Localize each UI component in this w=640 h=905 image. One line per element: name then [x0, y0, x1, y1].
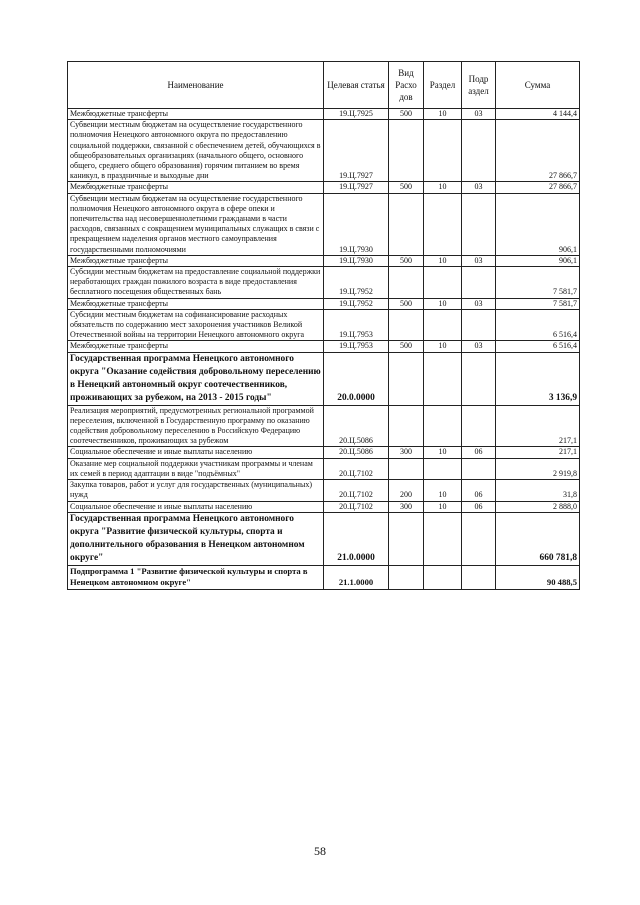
- table-row: [68, 565, 580, 589]
- cell-section: 10: [424, 109, 462, 120]
- cell-target-article: 20.Ц.5086: [324, 405, 389, 447]
- header-sum: Сумма: [496, 62, 580, 109]
- header-name: Наименование: [68, 62, 324, 109]
- budget-table: [67, 61, 580, 590]
- cell-target-article: 21.1.0000: [324, 565, 389, 589]
- cell-subsection: 03: [462, 182, 496, 193]
- cell-subsection: 06: [462, 480, 496, 501]
- cell-subsection: [462, 309, 496, 341]
- cell-target-article: 19.Ц.7952: [324, 298, 389, 309]
- cell-section: [424, 267, 462, 299]
- table-row: [68, 298, 580, 309]
- cell-name: Социальное обеспечение и иные выплаты населению: [68, 501, 324, 512]
- cell-subsection: 06: [462, 447, 496, 458]
- cell-expense-kind: 500: [389, 109, 424, 120]
- cell-section: [424, 309, 462, 341]
- table-row: [68, 182, 580, 193]
- cell-section: [424, 458, 462, 479]
- cell-name: Субсидии местным бюджетам на софинансирование расходных обязательств по содержанию мест захоронения участников Великой Отечественной войны на территории Ненецкого автономного округа: [68, 309, 324, 341]
- header-section: Раздел: [424, 62, 462, 109]
- cell-name: Закупка товаров, работ и услуг для государственных (муниципальных) нужд: [68, 480, 324, 501]
- cell-target-article: 19.Ц.7952: [324, 267, 389, 299]
- cell-expense-kind: [389, 565, 424, 589]
- header-subsection: Подр аздел: [462, 62, 496, 109]
- table-row: [68, 193, 580, 255]
- cell-name: Государственная программа Ненецкого автономного округа "Развитие физической культуры, спорта и дополнительного образования в Ненецком автономном округе": [68, 512, 324, 565]
- cell-sum: 2 888,0: [496, 501, 580, 512]
- cell-expense-kind: 500: [389, 341, 424, 352]
- cell-sum: 906,1: [496, 193, 580, 255]
- table-row: [68, 109, 580, 120]
- cell-expense-kind: 300: [389, 447, 424, 458]
- cell-target-article: 20.Ц.7102: [324, 458, 389, 479]
- cell-sum: 906,1: [496, 255, 580, 266]
- table-row: [68, 480, 580, 501]
- cell-name: Оказание мер социальной поддержки участникам программы и членам их семей в период адаптации в виде "подъёмных": [68, 458, 324, 479]
- cell-sum: 31,8: [496, 480, 580, 501]
- cell-sum: 4 144,4: [496, 109, 580, 120]
- table-row: [68, 447, 580, 458]
- cell-expense-kind: [389, 405, 424, 447]
- cell-expense-kind: 300: [389, 501, 424, 512]
- cell-subsection: 03: [462, 109, 496, 120]
- cell-target-article: 20.Ц.7102: [324, 480, 389, 501]
- cell-expense-kind: [389, 458, 424, 479]
- cell-target-article: 19.Ц.7953: [324, 309, 389, 341]
- cell-section: [424, 120, 462, 182]
- cell-section: 10: [424, 298, 462, 309]
- cell-subsection: [462, 120, 496, 182]
- cell-expense-kind: 500: [389, 182, 424, 193]
- cell-target-article: 21.0.0000: [324, 512, 389, 565]
- cell-sum: 27 866,7: [496, 182, 580, 193]
- table-row: [68, 458, 580, 479]
- cell-sum: 6 516,4: [496, 341, 580, 352]
- cell-name: Субсидии местным бюджетам на предоставление социальной поддержки неработающих граждан пожилого возраста в виде предоставления бесплатного посещения общественных бань: [68, 267, 324, 299]
- cell-section: 10: [424, 480, 462, 501]
- table-row: [68, 405, 580, 447]
- table-row: [68, 309, 580, 341]
- cell-name: Межбюджетные трансферты: [68, 182, 324, 193]
- cell-subsection: [462, 458, 496, 479]
- cell-name: Государственная программа Ненецкого автономного округа "Оказание содействия добровольному переселению в Ненецкий автономный округ соотечественников, проживающих за рубежом, на 2013 - 2015 годы": [68, 352, 324, 405]
- cell-expense-kind: [389, 193, 424, 255]
- cell-name: Межбюджетные трансферты: [68, 255, 324, 266]
- table-header-row: [68, 62, 580, 109]
- table-row: [68, 267, 580, 299]
- table-row: [68, 120, 580, 182]
- cell-expense-kind: [389, 120, 424, 182]
- cell-section: [424, 405, 462, 447]
- cell-subsection: [462, 352, 496, 405]
- cell-expense-kind: 500: [389, 298, 424, 309]
- table-body: [68, 109, 580, 590]
- cell-target-article: 19.Ц.7927: [324, 182, 389, 193]
- cell-target-article: 20.Ц.7102: [324, 501, 389, 512]
- cell-name: Межбюджетные трансферты: [68, 298, 324, 309]
- cell-section: [424, 565, 462, 589]
- page-number: 58: [314, 844, 326, 858]
- cell-sum: 217,1: [496, 447, 580, 458]
- cell-expense-kind: [389, 267, 424, 299]
- cell-target-article: 20.Ц.5086: [324, 447, 389, 458]
- cell-target-article: 19.Ц.7930: [324, 193, 389, 255]
- cell-subsection: [462, 512, 496, 565]
- cell-subsection: 03: [462, 255, 496, 266]
- header-expense-kind: Вид Расхо дов: [389, 62, 424, 109]
- table-row: [68, 352, 580, 405]
- cell-expense-kind: 200: [389, 480, 424, 501]
- cell-subsection: [462, 405, 496, 447]
- cell-expense-kind: [389, 512, 424, 565]
- cell-expense-kind: [389, 352, 424, 405]
- cell-subsection: 03: [462, 298, 496, 309]
- cell-sum: 660 781,8: [496, 512, 580, 565]
- cell-target-article: 19.Ц.7930: [324, 255, 389, 266]
- header-target-article: Целевая статья: [324, 62, 389, 109]
- cell-target-article: 19.Ц.7927: [324, 120, 389, 182]
- cell-section: 10: [424, 182, 462, 193]
- table-row: [68, 512, 580, 565]
- cell-name: Межбюджетные трансферты: [68, 109, 324, 120]
- cell-section: 10: [424, 255, 462, 266]
- cell-name: Субвенции местным бюджетам на осуществление государственного полномочия Ненецкого автономного округа в сфере опеки и попечительства над несовершеннолетними гражданами в части расходов, связанных с сокращением муниципальных служащих в связи с прекращением наделения органов местного самоуправления государственными полномочиями: [68, 193, 324, 255]
- cell-name: Реализация мероприятий, предусмотренных региональной программой переселения, включенной в Государственную программу по оказанию содействия добровольному переселению в Российскую Федерацию соотечественников, проживающих за рубежом: [68, 405, 324, 447]
- table-row: [68, 501, 580, 512]
- cell-target-article: 20.0.0000: [324, 352, 389, 405]
- cell-section: 10: [424, 447, 462, 458]
- cell-subsection: 06: [462, 501, 496, 512]
- cell-name: Межбюджетные трансферты: [68, 341, 324, 352]
- cell-sum: 90 488,5: [496, 565, 580, 589]
- cell-name: Социальное обеспечение и иные выплаты населению: [68, 447, 324, 458]
- cell-subsection: [462, 193, 496, 255]
- cell-sum: 7 581,7: [496, 298, 580, 309]
- cell-subsection: 03: [462, 341, 496, 352]
- cell-target-article: 19.Ц.7953: [324, 341, 389, 352]
- cell-expense-kind: [389, 309, 424, 341]
- cell-sum: 6 516,4: [496, 309, 580, 341]
- cell-subsection: [462, 565, 496, 589]
- cell-section: 10: [424, 501, 462, 512]
- cell-sum: 217,1: [496, 405, 580, 447]
- cell-target-article: 19.Ц.7925: [324, 109, 389, 120]
- cell-sum: 3 136,9: [496, 352, 580, 405]
- cell-section: [424, 193, 462, 255]
- cell-sum: 2 919,8: [496, 458, 580, 479]
- cell-name: Субвенции местным бюджетам на осуществление государственного полномочия Ненецкого автономного округа по предоставлению социальной поддержки, связанной с обеспечением детей, обучающихся в общеобразовательных организациях (начального общего, основного общего, среднего общего образования) горячим питанием во время каникул, в праздничные и выходные дни: [68, 120, 324, 182]
- cell-expense-kind: 500: [389, 255, 424, 266]
- cell-section: [424, 512, 462, 565]
- cell-sum: 27 866,7: [496, 120, 580, 182]
- cell-sum: 7 581,7: [496, 267, 580, 299]
- cell-section: 10: [424, 341, 462, 352]
- table-row: [68, 255, 580, 266]
- table-row: [68, 341, 580, 352]
- cell-subsection: [462, 267, 496, 299]
- cell-name: Подпрограмма 1 "Развитие физической культуры и спорта в Ненецком автономном округе": [68, 565, 324, 589]
- cell-section: [424, 352, 462, 405]
